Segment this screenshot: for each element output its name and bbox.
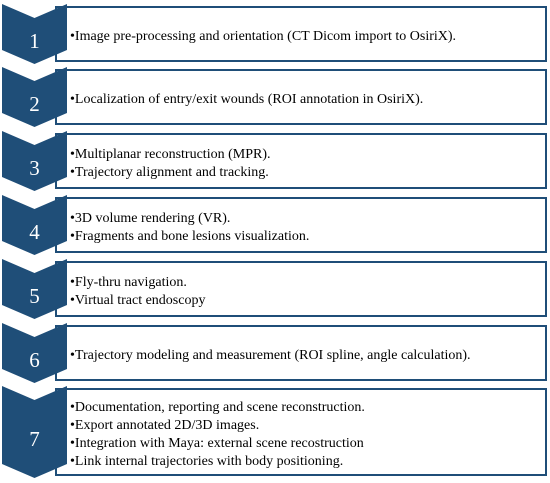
bullet-glyph: • bbox=[70, 436, 75, 451]
step-item-text: Trajectory modeling and measurement (ROI spline, angle calculation). bbox=[74, 348, 471, 363]
step-number: 3 bbox=[29, 156, 40, 180]
step-number: 4 bbox=[29, 220, 40, 244]
step-number: 6 bbox=[29, 348, 40, 372]
step-item bbox=[70, 229, 309, 244]
bullet-glyph: • bbox=[70, 293, 75, 308]
step-item-text: Integration with Maya: external scene recostruction bbox=[74, 436, 364, 451]
step-item bbox=[70, 147, 270, 162]
step-item-text: Documentation, reporting and scene reconstruction. bbox=[74, 400, 365, 415]
bullet-glyph: • bbox=[70, 400, 75, 415]
bullet-glyph: • bbox=[70, 29, 75, 44]
step-6 bbox=[2, 323, 546, 383]
step-7 bbox=[2, 386, 546, 478]
step-item bbox=[70, 454, 343, 469]
bullet-glyph: • bbox=[70, 165, 75, 180]
step-item bbox=[70, 418, 259, 433]
step-item bbox=[70, 400, 365, 415]
step-item bbox=[70, 275, 187, 290]
bullet-glyph: • bbox=[70, 92, 75, 107]
step-3 bbox=[2, 131, 546, 191]
step-item-text: Trajectory alignment and tracking. bbox=[74, 165, 269, 180]
step-item-text: Link internal trajectories with body positioning. bbox=[74, 454, 344, 469]
step-4 bbox=[2, 195, 546, 255]
bullet-glyph: • bbox=[70, 275, 75, 290]
bullet-glyph: • bbox=[70, 454, 75, 469]
step-item bbox=[70, 92, 423, 107]
step-item-text: Virtual tract endoscopy bbox=[74, 293, 206, 308]
step-item bbox=[70, 211, 230, 226]
step-number: 1 bbox=[29, 29, 40, 53]
step-item bbox=[70, 348, 471, 363]
step-item-text: Fly-thru navigation. bbox=[74, 275, 187, 290]
step-number: 7 bbox=[29, 427, 40, 451]
step-item bbox=[70, 293, 205, 308]
step-item-text: Fragments and bone lesions visualization. bbox=[74, 229, 310, 244]
step-item-text: Image pre-processing and orientation (CT Dicom import to OsiriX). bbox=[74, 29, 457, 44]
step-2 bbox=[2, 67, 546, 127]
step-item bbox=[70, 29, 456, 44]
step-item bbox=[70, 165, 269, 180]
bullet-glyph: • bbox=[70, 211, 75, 226]
steps-layer bbox=[2, 4, 546, 478]
step-5 bbox=[2, 259, 546, 319]
bullet-glyph: • bbox=[70, 229, 75, 244]
step-1 bbox=[2, 4, 546, 64]
step-item-text: Export annotated 2D/3D images. bbox=[74, 418, 260, 433]
bullet-glyph: • bbox=[70, 147, 75, 162]
step-number: 2 bbox=[29, 92, 40, 116]
step-number: 5 bbox=[29, 284, 40, 308]
bullet-glyph: • bbox=[70, 418, 75, 433]
step-item bbox=[70, 436, 364, 451]
step-item-text: Multiplanar reconstruction (MPR). bbox=[74, 147, 271, 162]
step-item-text: Localization of entry/exit wounds (ROI annotation in OsiriX). bbox=[74, 92, 424, 107]
step-item-text: 3D volume rendering (VR). bbox=[74, 211, 231, 226]
bullet-glyph: • bbox=[70, 348, 75, 363]
